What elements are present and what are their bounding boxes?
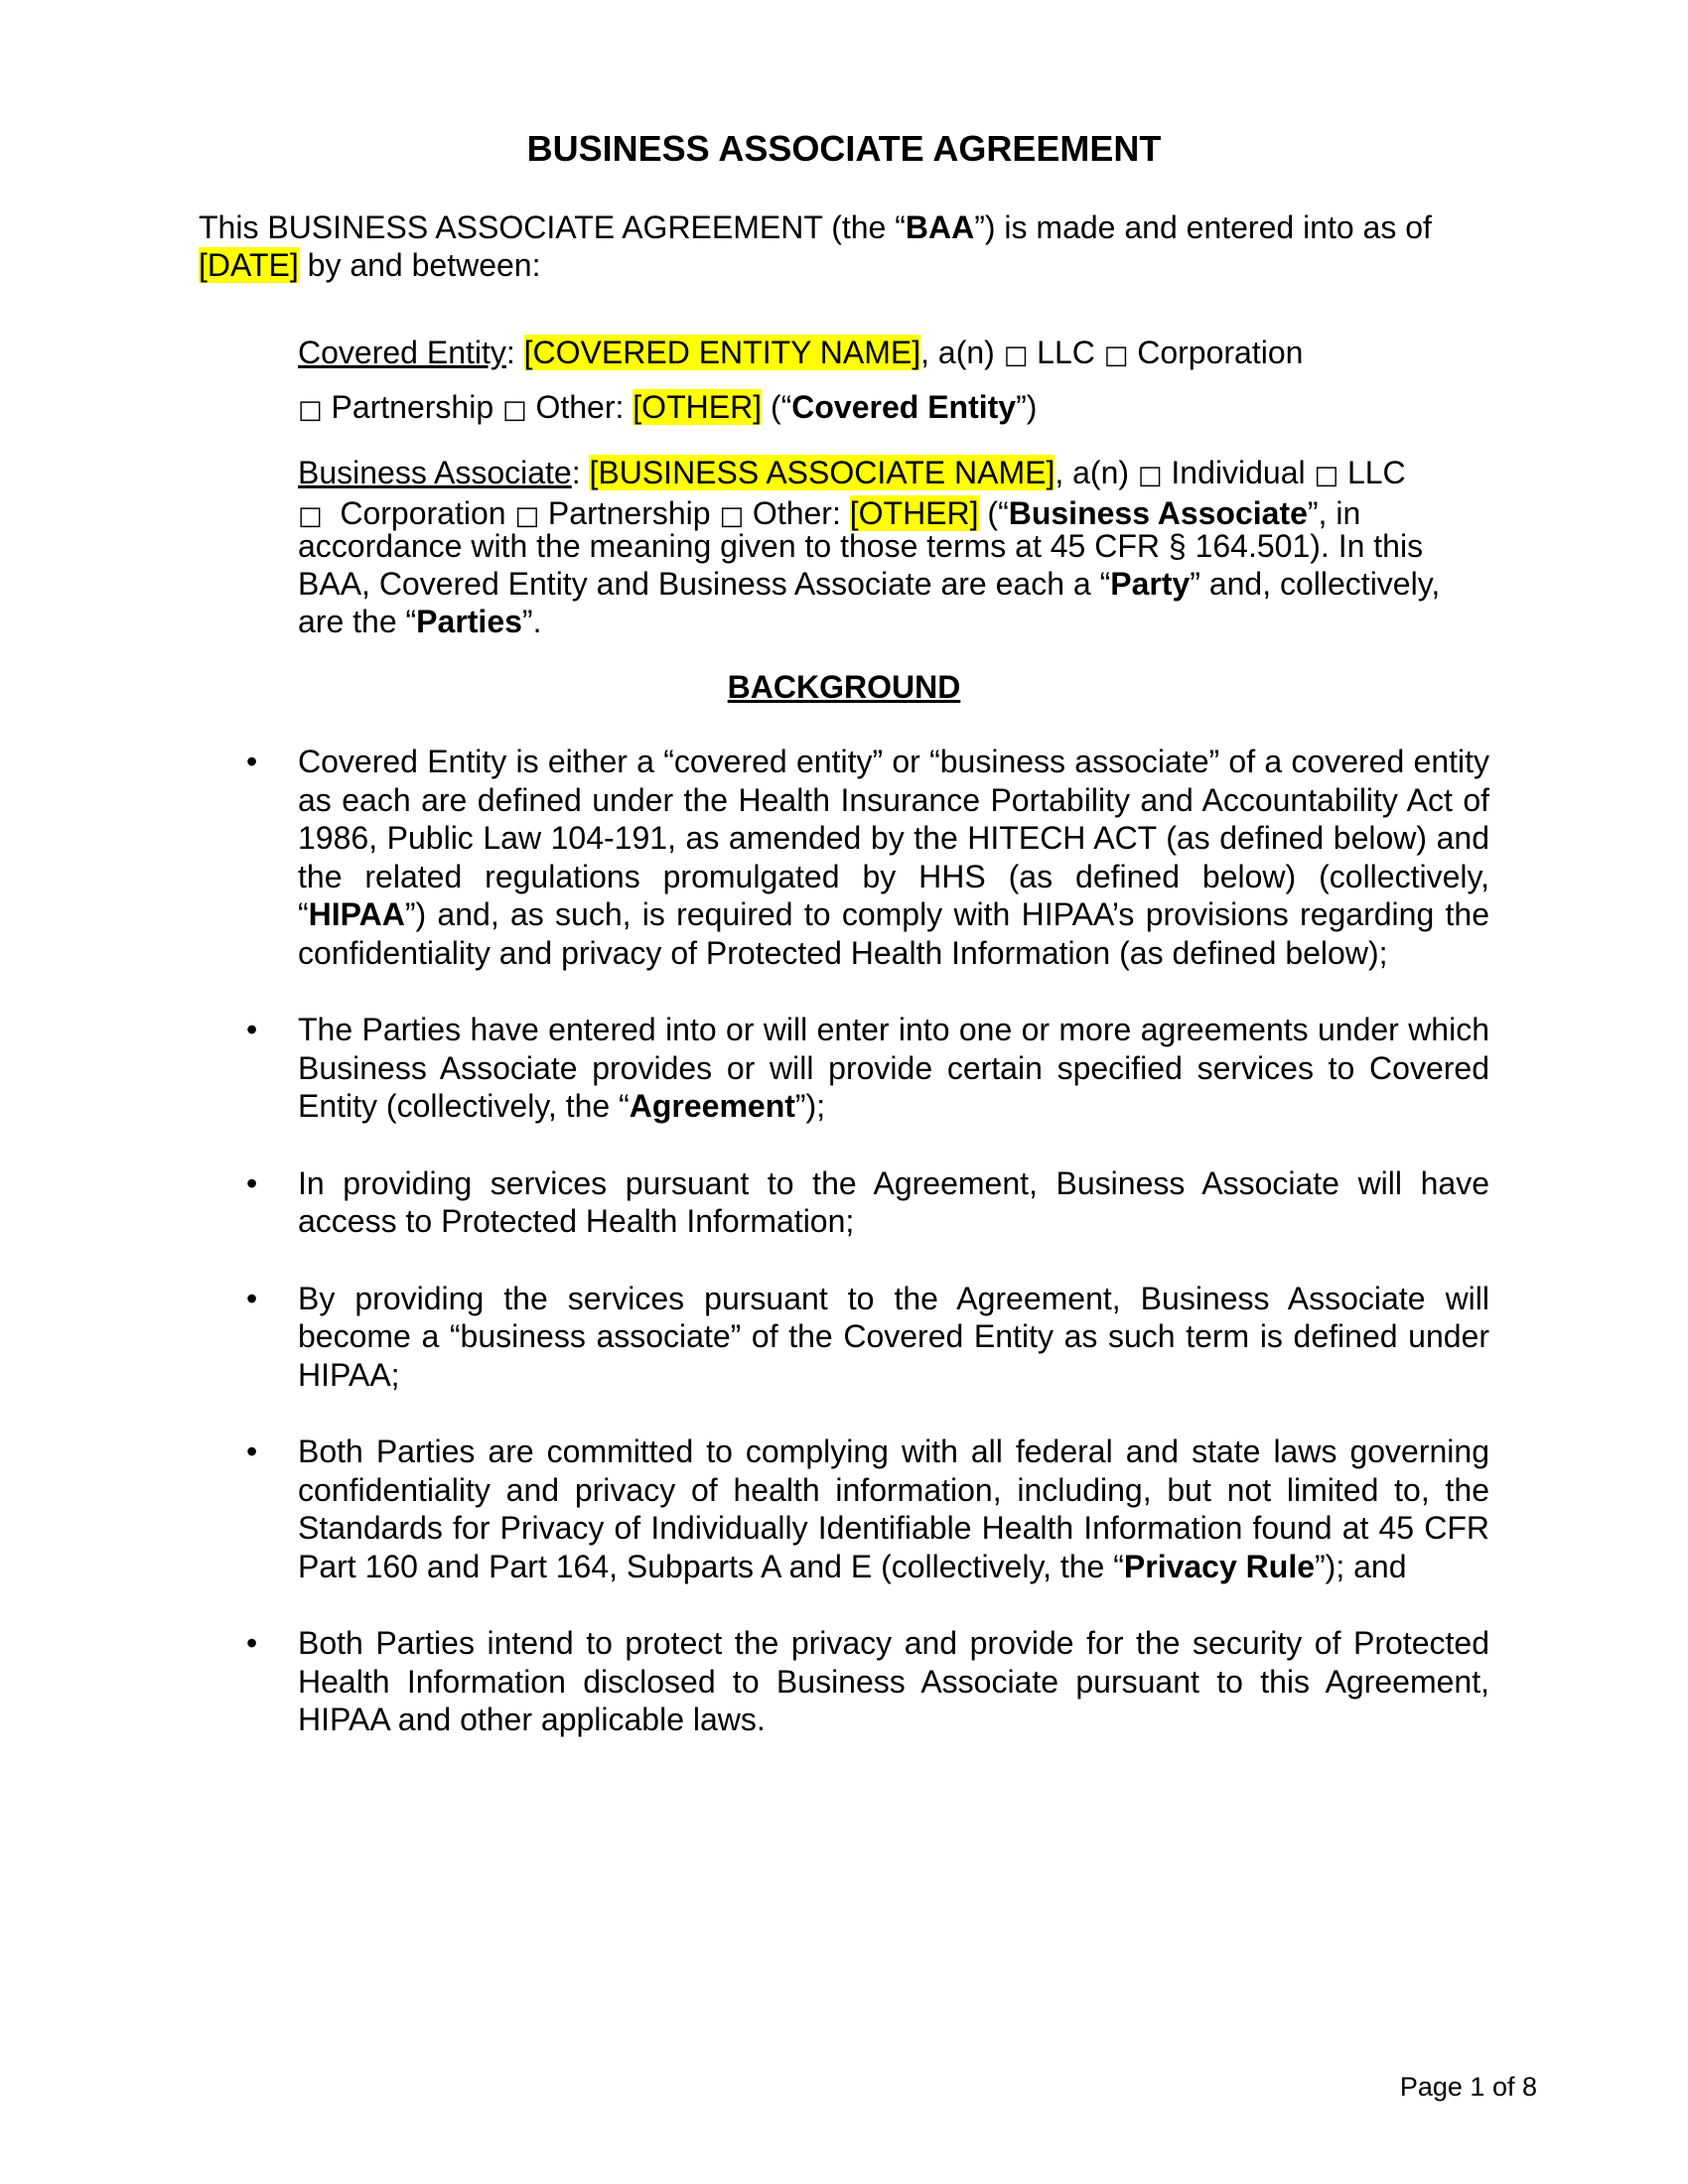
checkbox-llc-icon: □ [1003, 341, 1029, 370]
bullet-term: Agreement [629, 1088, 795, 1124]
bullet-text: By providing the services pursuant to the Agreement, Business Associate will become a “business associate” of the Covered Entity as such term is defined under HIPAA; [298, 1280, 1489, 1393]
option-individual-label: Individual [1171, 455, 1306, 490]
checkbox-other-icon: □ [502, 395, 527, 425]
page-number: Page 1 of 8 [1399, 2072, 1537, 2102]
background-heading: BACKGROUND [727, 669, 961, 705]
bullet-icon: • [246, 1280, 258, 1316]
covered-entity-name-placeholder: [COVERED ENTITY NAME] [523, 335, 921, 370]
list-item [246, 743, 1489, 972]
business-associate-line-1 [298, 454, 1489, 494]
option-ba-corporation-label: Corporation [340, 495, 506, 531]
bullet-text-after: ”) and, as such, is required to comply with HIPAA’s provisions regarding the confidentiality and privacy of Protected Health Information (as defined below); [298, 896, 1489, 971]
business-associate-an: , a(n) [1055, 455, 1138, 490]
bullet-icon: • [246, 1433, 258, 1469]
business-associate-rest [298, 527, 1489, 640]
date-placeholder: [DATE] [199, 247, 299, 283]
bullet-text: Both Parties are committed to complying with all federal and state laws governing confidentiality and privacy of health information, including, but not limited to, the Standards for Privacy of Individually Identifiable Health Information found at 45 CFR Part 160 and Part 164, Subparts A and E (collectively, the “ [298, 1433, 1489, 1584]
business-associate-colon: : [571, 455, 590, 490]
background-list [0, 743, 1688, 1778]
business-associate-name-placeholder: [BUSINESS ASSOCIATE NAME] [589, 455, 1055, 490]
covered-entity-def-close: ”) [1016, 389, 1038, 425]
list-item [246, 1433, 1489, 1585]
covered-entity-term: Covered Entity [791, 389, 1017, 425]
option-ba-llc-label: LLC [1346, 455, 1406, 490]
bullet-text-after: ”); and [1315, 1548, 1407, 1584]
bullet-icon: • [246, 1164, 258, 1201]
baa-term: BAA [905, 209, 975, 245]
business-associate-label: Business Associate [298, 455, 572, 490]
option-llc-label: LLC [1037, 335, 1095, 370]
document-title: BUSINESS ASSOCIATE AGREEMENT [526, 128, 1162, 169]
business-associate-rest-1: accordance with the meaning given to those terms at 45 CFR § 164.501). In this BAA, Covered Entity and Business Associate are each a “ [298, 528, 1424, 602]
bullet-text: Covered Entity is either a “covered entity” or “business associate” of a covered entity as each are defined under the Health Insurance Portability and Accountability Act of 1986, Public Law 104-191, as amended by the HITECH ACT (as defined below) and the related regulations promulgated by HHS (as defined below) (collectively, “ [298, 744, 1489, 932]
bullet-icon: • [246, 744, 258, 779]
checkbox-ba-partnership-icon: □ [514, 501, 540, 531]
list-item [246, 1164, 1489, 1241]
business-associate-def-open: (“ [978, 495, 1009, 531]
bullet-text: In providing services pursuant to the Agreement, Business Associate will have access to Protected Health Information; [298, 1164, 1489, 1239]
checkbox-corporation-icon: □ [1103, 341, 1129, 370]
bullet-icon: • [246, 1625, 258, 1661]
covered-entity-def-open: (“ [762, 389, 792, 425]
bullet-term: HIPAA [308, 896, 405, 932]
intro-middle: ”) is made and entered into as of [974, 209, 1432, 245]
covered-entity-block [298, 327, 1489, 436]
business-associate-term: Business Associate [1008, 495, 1308, 531]
checkbox-ba-corporation-icon: □ [298, 501, 323, 531]
list-item [246, 1011, 1489, 1126]
intro-prefix: This BUSINESS ASSOCIATE AGREEMENT (the “ [199, 209, 906, 245]
party-term: Party [1110, 566, 1191, 602]
checkbox-individual-icon: □ [1137, 461, 1163, 490]
intro-suffix: by and between: [298, 247, 541, 283]
bullet-text-after: ”); [794, 1088, 826, 1124]
bullet-icon: • [246, 1012, 258, 1047]
business-associate-def-close: ”, in [1307, 495, 1361, 531]
covered-entity-label: Covered Entity [298, 335, 506, 370]
list-item [246, 1280, 1489, 1395]
option-ba-partnership-label: Partnership [547, 495, 711, 531]
bullet-text: The Parties have entered into or will enter into one or more agreements under which Business Associate provides or will provide certain specified services to Covered Entity (collectively, the “ [298, 1012, 1489, 1124]
bullet-text: Both Parties intend to protect the privacy and provide for the security of Protected Health Information disclosed to Business Associate pursuant to this Agreement, HIPAA and other applicable laws. [298, 1625, 1489, 1737]
business-associate-block [298, 454, 1489, 640]
business-associate-rest-3: ”. [521, 604, 542, 639]
covered-entity-colon: : [505, 335, 524, 370]
parties-term: Parties [416, 604, 522, 639]
bullet-term: Privacy Rule [1123, 1548, 1315, 1584]
option-corporation-label: Corporation [1137, 335, 1304, 370]
option-other-label: Other: [535, 389, 633, 425]
checkbox-ba-other-icon: □ [719, 501, 745, 531]
checkbox-partnership-icon: □ [298, 395, 323, 425]
business-associate-rest-2: ” and, collectively, are the “ [298, 566, 1441, 639]
covered-entity-an: , a(n) [920, 335, 1004, 370]
option-ba-other-label: Other: [752, 495, 850, 531]
checkbox-ba-llc-icon: □ [1314, 461, 1339, 490]
intro-paragraph [199, 208, 1489, 284]
option-partnership-label: Partnership [331, 389, 494, 425]
covered-entity-other-placeholder: [OTHER] [633, 389, 763, 425]
list-item [246, 1624, 1489, 1739]
business-associate-other-placeholder: [OTHER] [849, 495, 979, 531]
